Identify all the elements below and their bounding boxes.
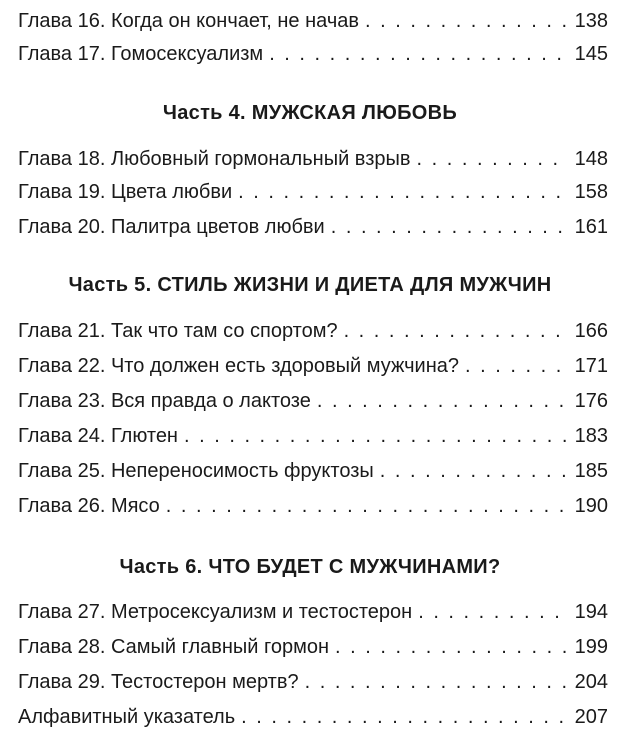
- dot-leader: [305, 667, 569, 697]
- dot-leader: [331, 212, 569, 242]
- toc-entry-page: 207: [574, 706, 608, 728]
- toc-entry-title: Алфавитный указатель: [18, 706, 236, 728]
- dot-leader: [417, 144, 569, 174]
- toc-entry-chapter-29: [18, 667, 608, 697]
- toc-entry-page: 183: [574, 425, 608, 447]
- toc-entry-chapter-17: [18, 39, 608, 69]
- toc-entry-title: Глава 17. Гомосексуализм: [18, 43, 264, 65]
- toc-entry-page: 161: [574, 216, 608, 238]
- toc-entry-chapter-21: [18, 316, 608, 346]
- toc-entry-chapter-22: [18, 351, 608, 381]
- part-heading-4: Часть 4. МУЖСКАЯ ЛЮБОВЬ: [162, 102, 458, 124]
- dot-leader: [238, 177, 568, 207]
- toc-entry-page: 171: [574, 355, 608, 377]
- dot-leader: [184, 421, 569, 451]
- toc-entry-chapter-28: [18, 632, 608, 662]
- toc-entry-title: Глава 25. Непереносимость фруктозы: [18, 460, 374, 482]
- toc-entry-page: 166: [574, 320, 608, 342]
- dot-leader: [166, 491, 569, 521]
- dot-leader: [365, 6, 569, 36]
- toc-entry-chapter-26: [18, 491, 608, 521]
- toc-entry-title: Глава 16. Когда он кончает, не начав: [18, 10, 360, 32]
- toc-entry-chapter-20: [18, 212, 608, 242]
- toc-entry-page: 148: [574, 148, 608, 170]
- dot-leader: [269, 39, 568, 69]
- toc-entry-chapter-23: [18, 386, 608, 416]
- toc-entry-page: 204: [574, 671, 608, 693]
- dot-leader: [465, 351, 569, 381]
- toc-entry-title: Глава 21. Так что там со спортом?: [18, 320, 338, 342]
- toc-entry-title: Глава 28. Самый главный гормон: [18, 636, 330, 658]
- dot-leader: [241, 702, 569, 732]
- toc-entry-chapter-18: [18, 144, 608, 174]
- dot-leader: [317, 386, 569, 416]
- dot-leader: [418, 597, 568, 627]
- part-heading-5: Часть 5. СТИЛЬ ЖИЗНИ И ДИЕТА ДЛЯ МУЖЧИН: [68, 274, 552, 296]
- toc-entry-title: Глава 23. Вся правда о лактозе: [18, 390, 311, 412]
- toc-entry-page: 185: [574, 460, 608, 482]
- toc-entry-page: 190: [574, 495, 608, 517]
- toc-entry-title: Глава 18. Любовный гормональный взрыв: [18, 148, 411, 170]
- toc-entry-page: 145: [574, 43, 608, 65]
- toc-entry-title: Глава 26. Мясо: [18, 495, 160, 517]
- toc-entry-chapter-25: [18, 456, 608, 486]
- toc-entry-chapter-24: [18, 421, 608, 451]
- dot-leader: [335, 632, 569, 662]
- toc-entry-page: 158: [574, 181, 608, 203]
- toc-entry-page: 194: [574, 601, 608, 623]
- toc-entry-chapter-27: [18, 597, 608, 627]
- toc-entry-title: Глава 19. Цвета любви: [18, 181, 233, 203]
- toc-entry-page: 176: [574, 390, 608, 412]
- toc-entry-page: 138: [574, 10, 608, 32]
- toc-entry-title: Глава 24. Глютен: [18, 425, 178, 447]
- dot-leader: [344, 316, 569, 346]
- toc-entry-title: Глава 22. Что должен есть здоровый мужчина?: [18, 355, 460, 377]
- toc-entry-chapter-16: [18, 6, 608, 36]
- toc-entry-chapter-19: [18, 177, 608, 207]
- toc-entry-index: [18, 702, 608, 732]
- toc-entry-title: Глава 29. Тестостерон мертв?: [18, 671, 299, 693]
- part-heading-6: Часть 6. ЧТО БУДЕТ С МУЖЧИНАМИ?: [119, 556, 501, 578]
- toc-entry-page: 199: [574, 636, 608, 658]
- dot-leader: [380, 456, 569, 486]
- toc-entry-title: Глава 20. Палитра цветов любви: [18, 216, 325, 238]
- toc-entry-title: Глава 27. Метросексуализм и тестостерон: [18, 601, 413, 623]
